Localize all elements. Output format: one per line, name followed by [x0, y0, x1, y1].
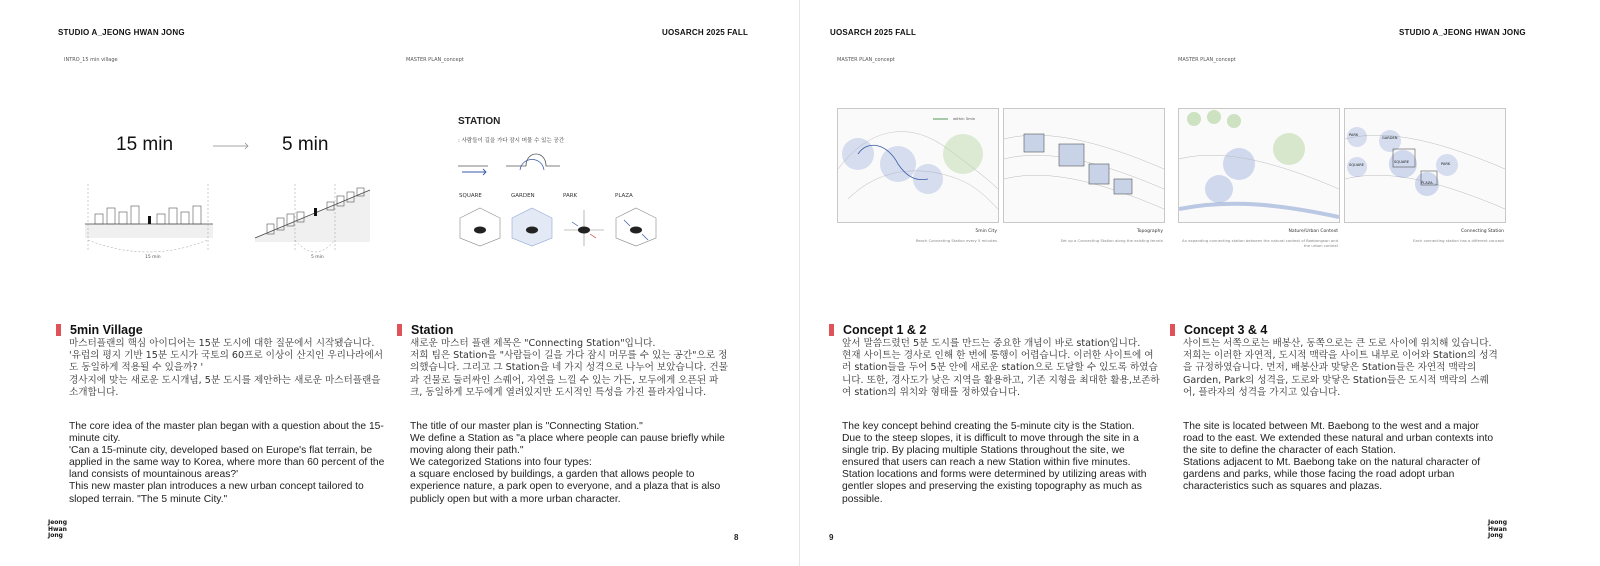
type-square: SQUARE [459, 193, 482, 199]
station-tag-square: SQUARE [1349, 163, 1364, 167]
master-plan-label-2: MASTER PLAN_concept [1178, 57, 1236, 63]
map-topography [1003, 108, 1165, 223]
station-types-icons [456, 204, 666, 248]
right-page [800, 0, 1600, 566]
map-nature-urban [1178, 108, 1340, 223]
section-title-station: Station [397, 323, 453, 337]
map-sub-topography: Set up a Connecting Station along the existing terrain [1060, 238, 1163, 243]
header-studio: STUDIO A_JEONG HWAN JONG [58, 28, 185, 37]
garden-icon [512, 208, 552, 246]
map-sub-5min-city: Reach Connecting Station every 5 minutes [915, 238, 997, 243]
header-course: UOSARCH 2025 FALL [662, 28, 749, 37]
fifteen-min-caption: 15 min [145, 255, 161, 260]
english-text-concept-1-2: The key concept behind creating the 5-minute city is the Station. Due to the steep slopes, it is difficult to move through the site in a single trip. By placing multiple Stations throughout the site, we ensured that users can reach a new Station within five minutes. Station locations and forms were determined by utilizing areas with gentler slopes and preserving the existing topography as much as possible. [842, 421, 1147, 505]
map-5min-city [837, 108, 999, 223]
page-number-8: 8 [734, 533, 739, 542]
site-map-topography [1004, 109, 1164, 222]
station-path-diagram [456, 148, 576, 178]
accent-bar [397, 324, 402, 336]
header-course: UOSARCH 2025 FALL [830, 28, 917, 37]
jhj-logo: Jeong Hwan Jong [1488, 519, 1507, 539]
station-title: STATION [458, 116, 501, 127]
type-plaza: PLAZA [615, 193, 633, 199]
section-title-concept-3-4: Concept 3 & 4 [1170, 323, 1267, 337]
master-plan-label-1: MASTER PLAN_concept [837, 57, 895, 63]
english-text-station: The title of our master plan is "Connecting Station." We define a Station as "a place where people can pause briefly while moving along their path." We categorized Stations into four types: a square enclosed by buildings, a garden that allows people to experience nature, a park open to everyone, and a plaza that is also publicly open but with a more urban character. [410, 421, 725, 505]
station-tag-garden: GARDEN [1382, 136, 1398, 140]
station-tag-park-2: PARK [1441, 162, 1451, 166]
site-map-context [1179, 109, 1339, 222]
accent-bar [1170, 324, 1175, 336]
section-title-concept-1-2: Concept 1 & 2 [829, 323, 926, 337]
korean-text-concept-3-4: 사이트는 서쪽으로는 배봉산, 동쪽으로는 큰 도로 사이에 위치해 있습니다. 저희는 이러한 자연적, 도시적 맥락을 사이트 내부로 이어와 Station의 성격을 규정하였습니다. 먼저, 배봉산과 맞닿은 Station들은 자연적 맥락의 Garden, Park의 성격을, 도로와 맞닿은 Station들은 도시적 맥락의 스퀘어, 플라자의 성격을 가지고 있습니다. [1183, 338, 1498, 398]
type-garden: GARDEN [511, 193, 535, 199]
page-number-9: 9 [829, 533, 834, 542]
five-min-caption: 5 min [311, 255, 324, 260]
person-icon-slope [314, 208, 317, 216]
korean-text-5min-village: 마스터플랜의 핵심 아이디어는 15분 도시에 대한 질문에서 시작됐습니다. '유럽의 평지 기반 15분 도시가 국토의 60프로 이상이 산지인 우리나라에서도 동일하게 적용될 수 있을까? ' 경사지에 맞는 새로운 도시개념, 5분 도시를 제안하는 새로운 마스터플랜을 소개합니다. [69, 338, 383, 398]
english-text-concept-3-4: The site is located between Mt. Baebong to the west and a major road to the east. We extended these natural and urban contexts into the site to define the character of each Station. Stations adjacent to Mt. Baebong take on the natural character of gardens and parks, while those facing the road adopt urban characteristics such as squares and plazas. [1183, 421, 1494, 493]
english-text-5min-village: The core idea of the master plan began with a question about the 15-minute city. 'Can a 15-minute city, developed based on Europe's flat terrain, be applied in the same way to Korea, where more than 60 percent of the land consists of mountainous areas?' This new master plan introduces a new urban concept tailored to sloped terrain. "The 5 minute City." [69, 421, 385, 505]
accent-bar [829, 324, 834, 336]
map-sub-connecting-station: Each connecting station has a different concept [1413, 238, 1504, 243]
person-icon [148, 216, 151, 224]
type-park: PARK [563, 193, 578, 199]
station-tag-park: PARK [1349, 133, 1359, 137]
station-subtitle: : 사람들이 길을 가다 잠시 머물 수 있는 공간 [458, 138, 565, 144]
site-map-5min [838, 109, 998, 222]
site-map-stations [1345, 109, 1505, 222]
map-title-5min-city: 5min City [975, 229, 997, 234]
map-title-topography: Topography [1136, 229, 1163, 234]
accent-bar [56, 324, 61, 336]
park-icon [564, 210, 604, 246]
jhj-logo: Jeong Hwan Jong [48, 519, 67, 539]
map-legend: within 5min [953, 116, 976, 121]
intro-label: INTRO_15 min village [64, 57, 118, 63]
square-icon [460, 208, 500, 246]
map-connecting-station [1344, 108, 1506, 223]
plaza-icon [616, 208, 656, 246]
five-min-label: 5 min [282, 134, 329, 155]
fifteen-min-label: 15 min [116, 134, 174, 155]
flat-ground [85, 224, 213, 238]
section-title-5min-village: 5min Village [56, 323, 143, 337]
map-sub-nature-urban: An expanding connecting station between the natural context of Baebongsan and the urban context [1182, 238, 1338, 248]
map-title-connecting-station: Connecting Station [1461, 229, 1504, 234]
slope-comparison-diagram [85, 140, 385, 265]
station-tag-plaza: PLAZA [1421, 181, 1433, 185]
korean-text-concept-1-2: 앞서 말씀드렸던 5분 도시를 만드는 중요한 개념이 바로 station입니다. 현재 사이트는 경사로 인해 한 번에 통행이 어렵습니다. 이러한 사이트에 여러 station들을 두어 5분 안에 새로운 station으로 도달할 수 있도록 하였습니다. 또한, 경사도가 낮은 지역을 활용하고, 기존 지형을 최대한 활용,보존하여 station의 위치와 형태를 정하였습니다. [842, 338, 1160, 398]
header-studio: STUDIO A_JEONG HWAN JONG [1399, 28, 1526, 37]
korean-text-station: 새로운 마스터 플랜 제목은 "Connecting Station"입니다. 저희 팀은 Station을 "사람들이 길을 가다 잠시 머무를 수 있는 공간"으로 정의했습니다. 그리고 그 Station을 네 가지 성격으로 나누어 보았습니다. 건물과 건물로 둘러싸인 스퀘어, 자연을 느낄 수 있는 가든, 모두에게 오픈된 파크, 동일하게 모두에게 열려있지만 도시적인 특성을 가진 플라자입니다. [410, 338, 728, 398]
station-tag-square-2: SQUARE [1394, 160, 1409, 164]
map-title-nature-urban: Nature/Urban Context [1288, 229, 1338, 234]
master-plan-label: MASTER PLAN_concept [406, 57, 464, 63]
